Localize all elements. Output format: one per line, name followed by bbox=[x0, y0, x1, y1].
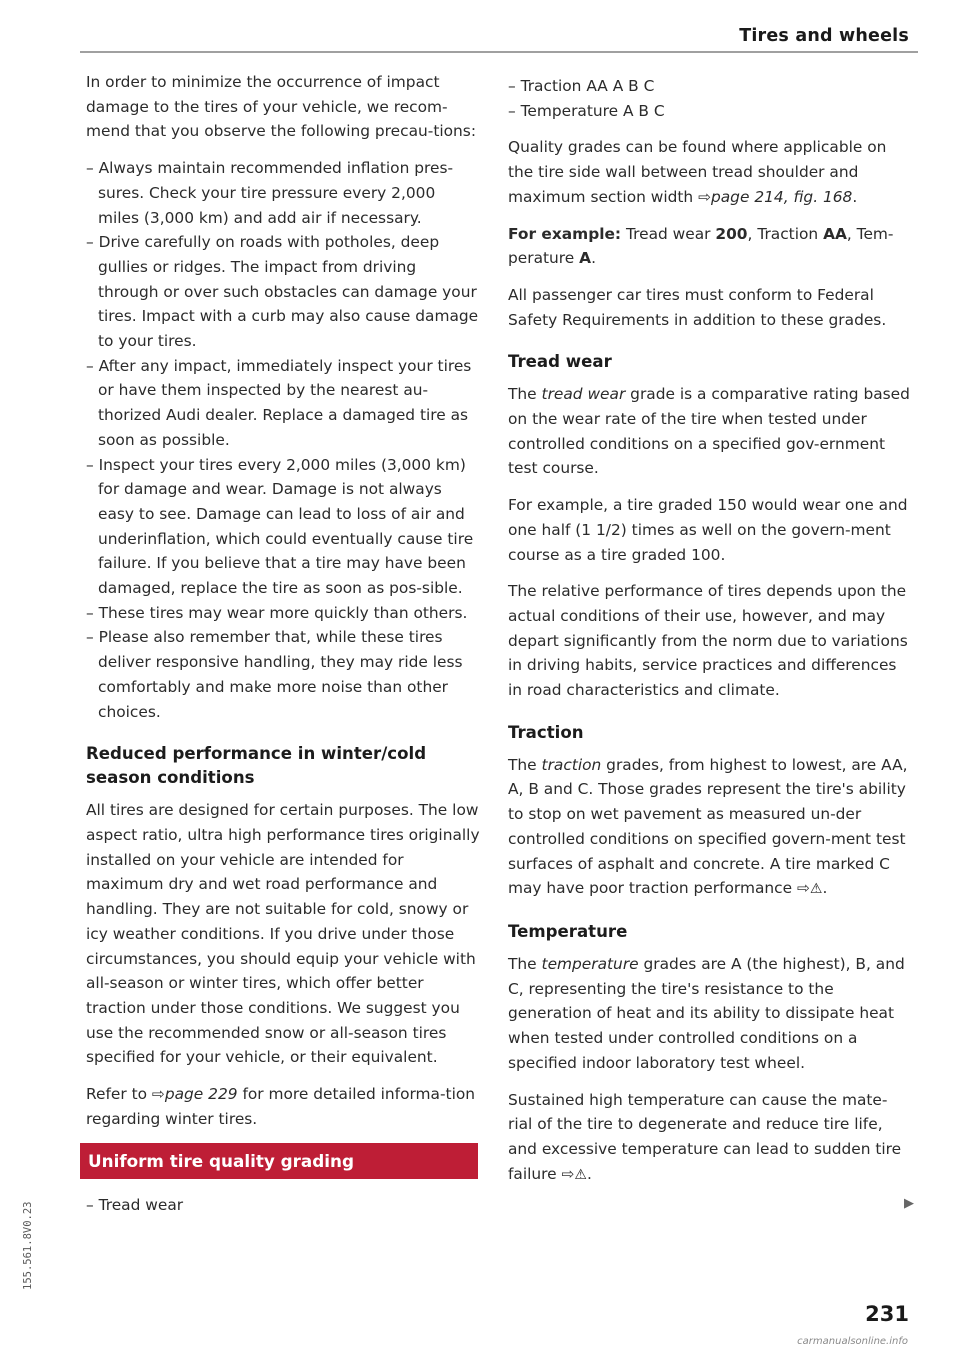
quality-paragraph bbox=[508, 135, 910, 209]
section-title: Tires and wheels bbox=[739, 26, 909, 46]
traction-heading: Traction bbox=[508, 722, 584, 742]
example-text: , Traction bbox=[747, 224, 824, 243]
page-number: 231 bbox=[865, 1302, 909, 1326]
example-value: 200 bbox=[715, 224, 748, 243]
page-reference-link[interactable]: page 229 bbox=[164, 1085, 238, 1104]
emphasis: tread wear bbox=[541, 385, 626, 404]
list-item: – After any impact, immediately inspect your tires or have them inspected by the nearest au-thorized Audi dealer. Replace a damaged tire as soon as possible. bbox=[86, 356, 472, 449]
traction-paragraph bbox=[508, 753, 910, 902]
tread-example-paragraph: For example, a tire graded 150 would wear one and one half (1 1/2) times as well on the govern-ment course as a tire graded 100. bbox=[508, 496, 908, 564]
list-item: – Inspect your tires every 2,000 miles (3,000 km) for damage and wear. Damage is not always easy to see. Damage can lead to loss of air and underinflation, which could eventually cause tire failure. If you believe that a tire may have been damaged, replace the tire as soon as pos-sible. bbox=[86, 455, 474, 598]
emphasis: traction bbox=[541, 755, 602, 774]
temperature-heading: Temperature bbox=[508, 921, 628, 941]
quality-text-end: . bbox=[852, 187, 858, 206]
example-value: A bbox=[579, 249, 592, 268]
arrow-icon: ⇨ bbox=[698, 187, 711, 206]
example-paragraph bbox=[508, 222, 910, 271]
temperature-paragraph bbox=[508, 952, 910, 1076]
winter-paragraph: All tires are designed for certain purposes. The low aspect ratio, ultra high performance tires originally installed on your vehicle are intended for maximum dry and wet road performance and handling. They are not suitable for cold, snowy or icy weather conditions. If you drive under those circumstances, you should equip your vehicle with all-season or winter tires, which offer better traction under those conditions. We suggest you use the recommended snow or all-season tires specified for your vehicle, or their equivalent. bbox=[86, 801, 480, 1067]
emphasis: temperature bbox=[541, 954, 639, 973]
footer-watermark: carmanualsonline.info bbox=[797, 1336, 908, 1347]
refer-text: Refer to bbox=[86, 1085, 152, 1104]
list-item: – These tires may wear more quickly than others. bbox=[86, 603, 468, 622]
list-item: – Always maintain recommended inflation pres-sures. Check your tire pressure every 2,000 miles (3,000 km) and add air if necessary. bbox=[86, 159, 454, 227]
example-text: , Tem-perature bbox=[508, 224, 894, 268]
text: grade is a comparative rating based on the wear rate of the tire when tested under controlled conditions on a specified gov-ernment test course. bbox=[508, 385, 910, 478]
text: The bbox=[508, 385, 542, 404]
arrow-icon: ⇨ bbox=[797, 879, 810, 898]
text: Sustained high temperature can cause the mate-rial of the tire to degenerate and reduce tire life, and excessive temperature can lead to sudden tire failure bbox=[508, 1090, 902, 1183]
precaution-list bbox=[86, 156, 480, 724]
text: The bbox=[508, 755, 542, 774]
text: . bbox=[822, 879, 828, 898]
refer-paragraph bbox=[86, 1082, 480, 1131]
arrow-icon: ⇨ bbox=[151, 1085, 165, 1104]
example-value: AA bbox=[823, 224, 847, 243]
refer-text-end: for more detailed informa-tion regarding winter tires. bbox=[86, 1085, 476, 1128]
example-text: Tread wear bbox=[621, 224, 716, 243]
right-column bbox=[508, 74, 910, 1199]
list-item: – Traction AA A B C bbox=[508, 77, 655, 95]
figure-reference-link[interactable]: page 214, fig. 168 bbox=[710, 187, 853, 206]
winter-heading: Reduced performance in winter/cold season conditions bbox=[86, 744, 427, 788]
arrow-icon: ⇨ bbox=[561, 1164, 575, 1183]
intro-paragraph: In order to minimize the occurrence of impact damage to the tires of your vehicle, we recom-mend that you observe the following precau-tions: bbox=[86, 73, 477, 141]
list-item: – Drive carefully on roads with potholes, deep gullies or ridges. The impact from driving through or over such obstacles can damage your tires. Impact with a curb may also cause damage to your tires. bbox=[86, 233, 479, 351]
grade-list bbox=[508, 74, 910, 123]
continue-arrow-icon: ▶ bbox=[904, 1196, 914, 1211]
federal-paragraph: All passenger car tires must conform to Federal Safety Requirements in addition to these grades. bbox=[508, 285, 887, 329]
sustained-paragraph bbox=[508, 1088, 910, 1188]
header-rule bbox=[80, 51, 918, 53]
warning-icon[interactable]: ⚠ bbox=[809, 881, 823, 898]
list-item: – Temperature A B C bbox=[508, 101, 665, 120]
text: The bbox=[508, 954, 542, 973]
list-item: – Please also remember that, while these tires deliver responsive handling, they may ride less comfortably and make more noise than other choices. bbox=[86, 628, 463, 721]
text: grades, from highest to lowest, are AA, A, B and C. Those grades represent the tire's ability to stop on wet pavement as measured un-der controlled conditions on specified govern-ment test surfaces of asphalt and concrete. A tire marked C may have poor traction performance bbox=[508, 755, 908, 898]
left-column bbox=[86, 70, 480, 1218]
list-item: – Tread wear bbox=[86, 1196, 184, 1215]
relative-paragraph: The relative performance of tires depends upon the actual conditions of their use, however, and may depart significantly from the norm due to variations in driving habits, service practices and differences in road characteristics and climate. bbox=[508, 582, 908, 700]
section-banner: Uniform tire quality grading bbox=[80, 1143, 478, 1179]
example-text: . bbox=[591, 249, 596, 268]
side-document-code: 155.561.8V0.23 bbox=[22, 1201, 34, 1290]
quality-text: Quality grades can be found where applicable on the tire side wall between tread shoulder and maximum section width bbox=[508, 138, 887, 206]
tread-wear-heading: Tread wear bbox=[508, 352, 612, 372]
example-label: For example: bbox=[508, 224, 622, 243]
warning-icon[interactable]: ⚠ bbox=[574, 1166, 587, 1183]
text: . bbox=[586, 1164, 592, 1183]
text: grades are A (the highest), B, and C, representing the tire's resistance to the generation of heat and its ability to dissipate heat when tested under controlled conditions on a specified indoor laboratory test wheel. bbox=[508, 954, 905, 1072]
tread-paragraph bbox=[508, 382, 910, 481]
